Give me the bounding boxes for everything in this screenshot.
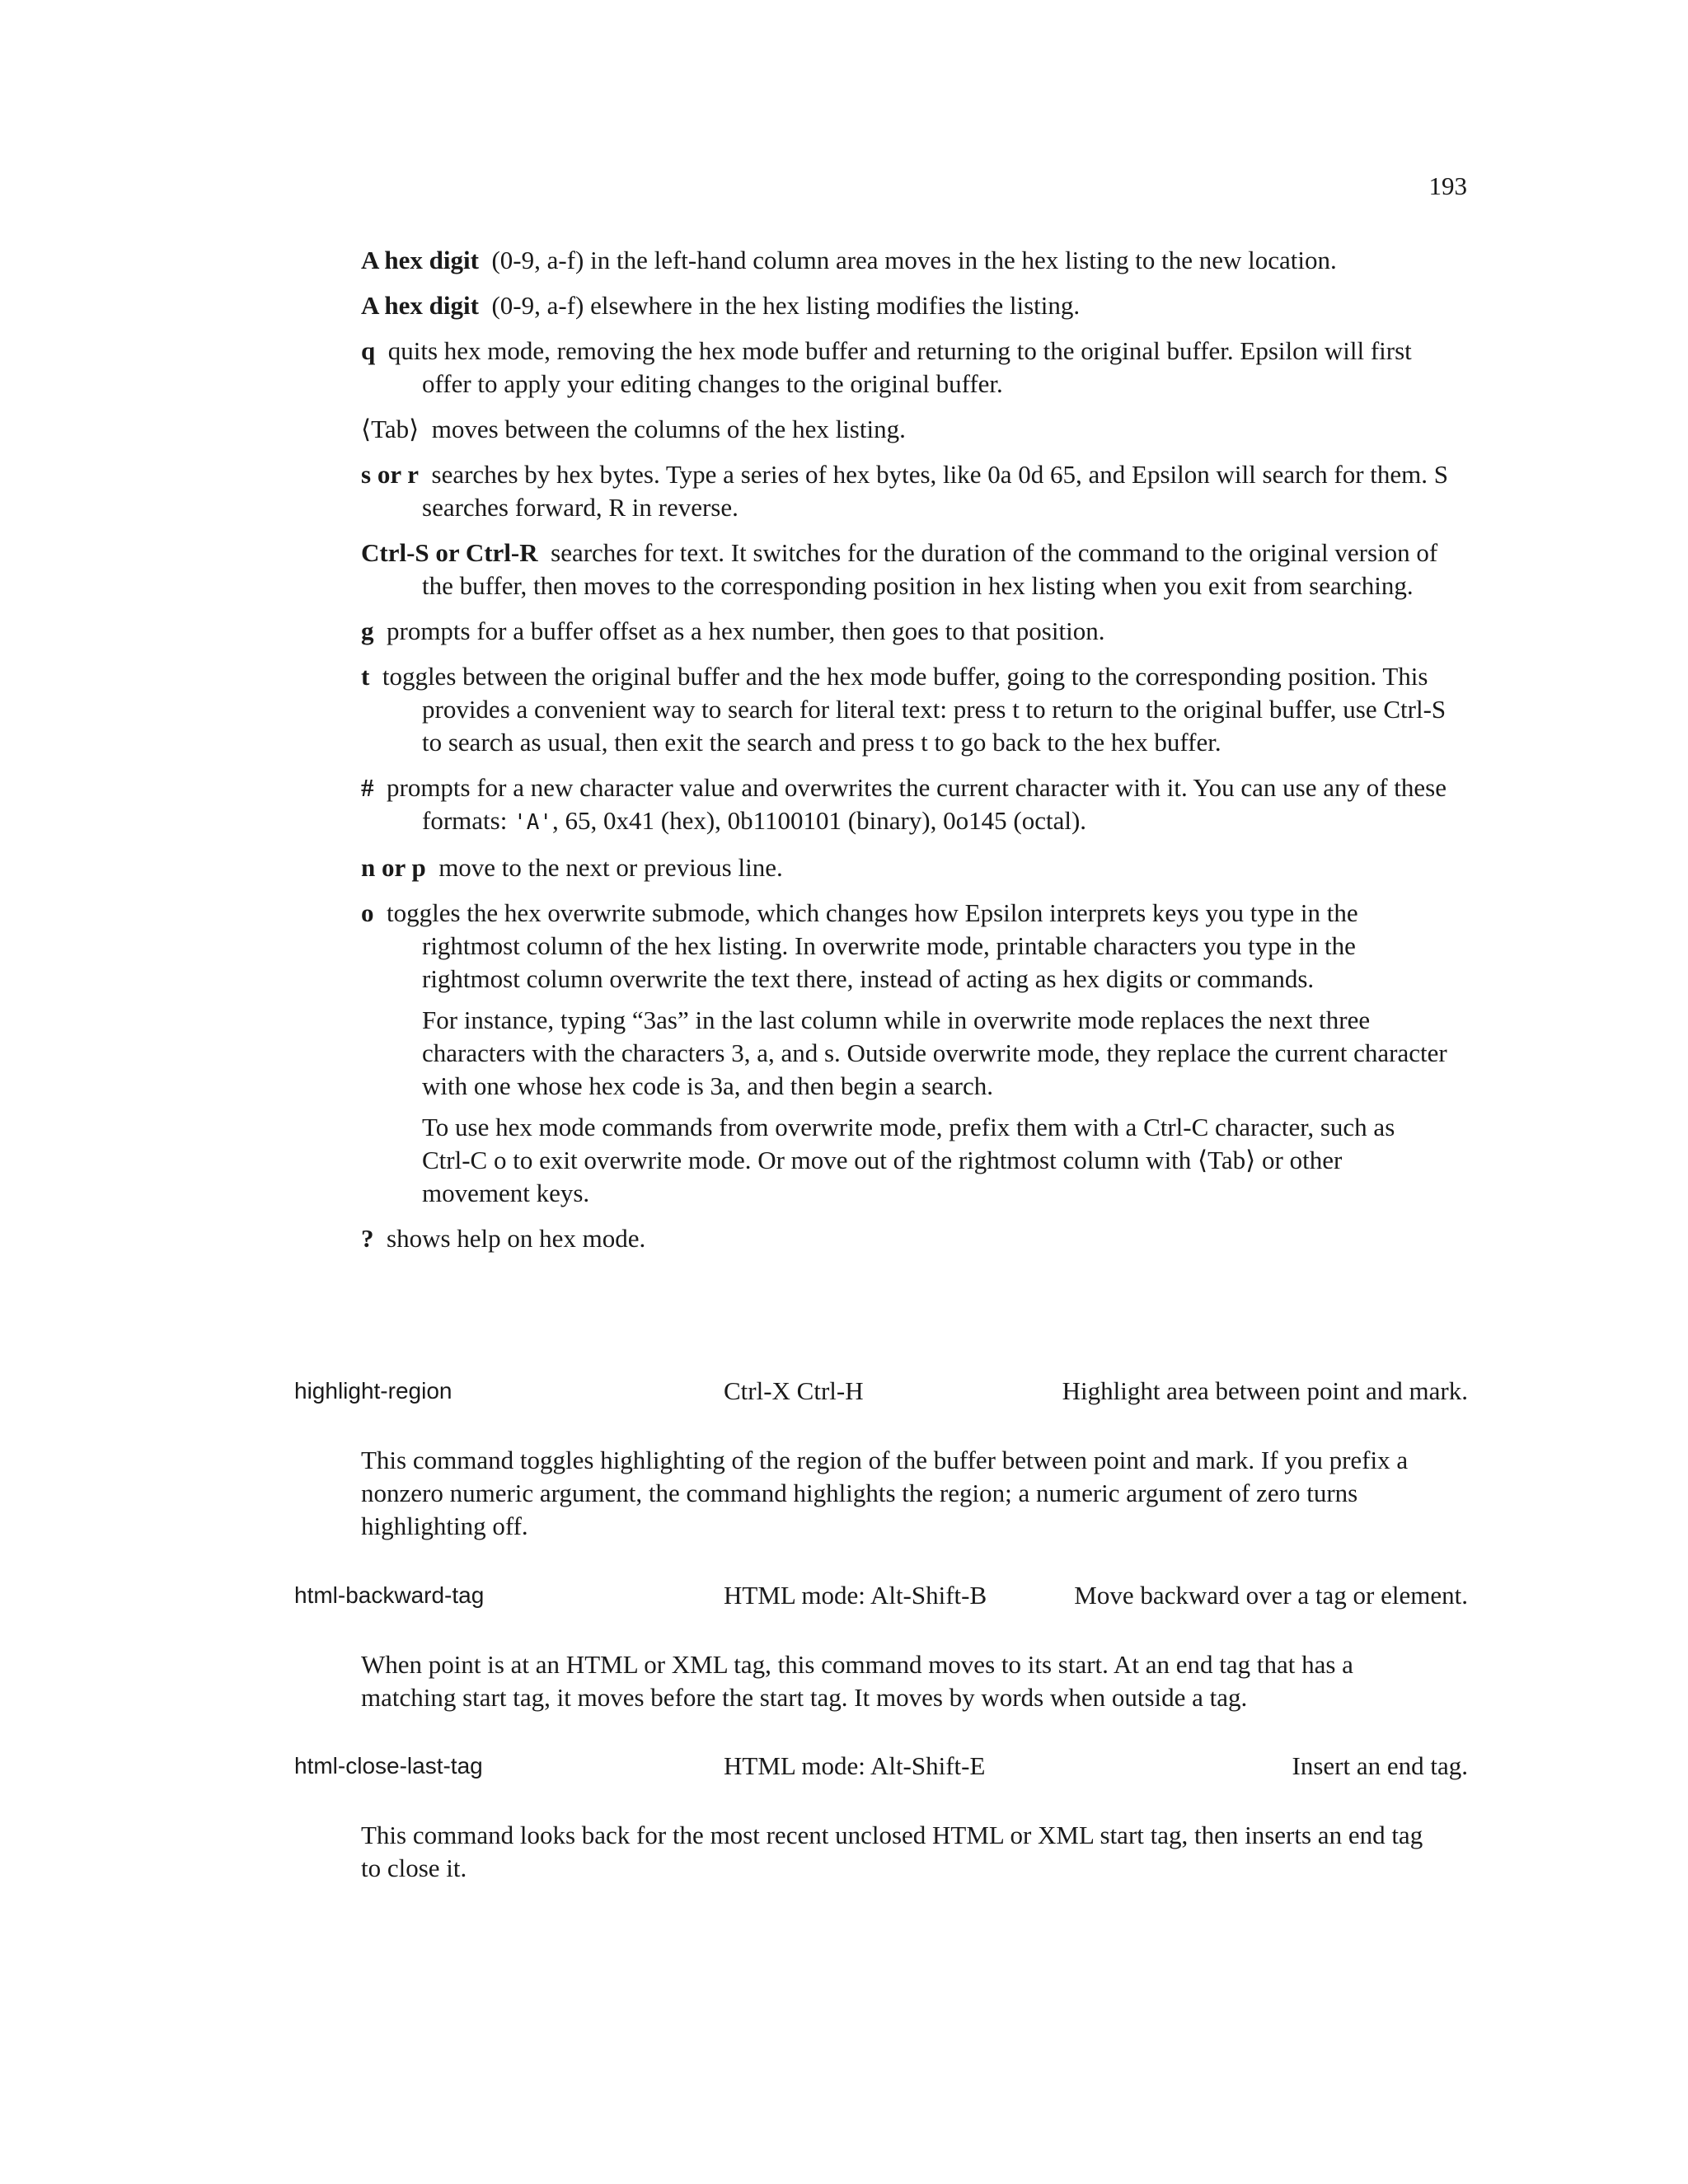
- key-label: s or r: [361, 460, 420, 489]
- key-description: (0-9, a-f) in the left-hand column area moves in the hex listing to the new location.: [491, 246, 1337, 274]
- key-entry-tab: [361, 413, 1449, 446]
- command-name: highlight-region: [294, 1378, 452, 1404]
- key-label: Ctrl-S or Ctrl-R: [361, 538, 538, 567]
- code-literal: 'A': [513, 810, 553, 835]
- key-label: g: [361, 616, 374, 645]
- key-label: ⟨Tab⟩: [361, 415, 420, 443]
- key-description-continued: , 65, 0x41 (hex), 0b1100101 (binary), 0o145 (octal).: [552, 806, 1087, 835]
- key-entry-hex-digit-elsewhere: [361, 289, 1449, 322]
- key-entry-s-or-r: [361, 458, 1449, 524]
- command-summary: Move backward over a tag or element.: [1074, 1581, 1468, 1610]
- key-description: moves between the columns of the hex listing.: [431, 415, 906, 443]
- command-heading-highlight-region: [294, 1375, 1468, 1408]
- key-entry-question-mark: [361, 1222, 1449, 1255]
- key-description: (0-9, a-f) elsewhere in the hex listing modifies the listing.: [491, 291, 1081, 320]
- key-entry-o: [361, 897, 1449, 1210]
- key-label: n or p: [361, 853, 426, 882]
- key-entry-n-or-p: [361, 851, 1449, 884]
- command-summary: Insert an end tag.: [1292, 1751, 1468, 1780]
- command-name: html-backward-tag: [294, 1582, 485, 1608]
- key-description: toggles between the original buffer and the hex mode buffer, going to the corresponding position. This provides a convenient way to search for literal text: press t to return to the original buffer, use Ctrl-S to search as usual, then exit the search and press t to go back to the hex buffer.: [382, 662, 1447, 757]
- command-heading-html-backward-tag: [294, 1579, 1468, 1612]
- key-description-paragraph: To use hex mode commands from overwrite mode, prefix them with a Ctrl-C character, such as Ctrl-C o to exit overwrite mode. Or move out of the rightmost column with ⟨Tab⟩ or other movement keys.: [422, 1113, 1395, 1207]
- command-description: This command looks back for the most recent unclosed HTML or XML start tag, then inserts an end tag to close it.: [361, 1821, 1423, 1882]
- command-summary: Highlight area between point and mark.: [1062, 1376, 1468, 1405]
- key-label: A hex digit: [361, 291, 479, 320]
- command-heading-html-close-last-tag: [294, 1750, 1468, 1783]
- key-description: move to the next or previous line.: [438, 853, 783, 882]
- command-name: html-close-last-tag: [294, 1753, 483, 1779]
- key-description: prompts for a new character value and overwrites the current character with it. You can use any of these formats:: [387, 773, 1447, 835]
- key-description: shows help on hex mode.: [387, 1224, 646, 1253]
- key-entry-g: [361, 615, 1449, 648]
- key-entry-q: [361, 335, 1449, 401]
- key-label: q: [361, 336, 376, 365]
- key-description: searches for text. It switches for the duration of the command to the original version of the buffer, then moves to the corresponding position in hex listing when you exit from searching.: [422, 538, 1438, 600]
- key-entry-t: [361, 660, 1449, 759]
- command-binding: HTML mode: Alt-Shift-B: [724, 1581, 987, 1610]
- key-label: ?: [361, 1224, 374, 1253]
- key-label: t: [361, 662, 370, 691]
- key-description: prompts for a buffer offset as a hex number, then goes to that position.: [387, 616, 1105, 645]
- key-label: o: [361, 898, 374, 927]
- key-label: A hex digit: [361, 246, 479, 274]
- page-number: 193: [1428, 171, 1467, 200]
- command-binding: HTML mode: Alt-Shift-E: [724, 1751, 986, 1780]
- hex-mode-key-list: [361, 244, 1449, 1268]
- key-entry-hash: [361, 771, 1449, 839]
- key-description: searches by hex bytes. Type a series of hex bytes, like 0a 0d 65, and Epsilon will search for them. S searches forward, R in reverse.: [422, 460, 1449, 522]
- command-description: When point is at an HTML or XML tag, this command moves to its start. At an end tag that has a matching start tag, it moves before the start tag. It moves by words when outside a tag.: [361, 1650, 1353, 1712]
- command-description: This command toggles highlighting of the region of the buffer between point and mark. If you prefix a nonzero numeric argument, the command highlights the region; a numeric argument of zero turns highlighting off.: [361, 1446, 1409, 1540]
- key-entry-ctrl-s-or-ctrl-r: [361, 537, 1449, 602]
- key-entry-hex-digit-left-column: [361, 244, 1449, 277]
- key-description: quits hex mode, removing the hex mode buffer and returning to the original buffer. Epsilon will first offer to apply your editing changes to the original buffer.: [387, 336, 1412, 398]
- key-description: toggles the hex overwrite submode, which changes how Epsilon interprets keys you type in the rightmost column of the hex listing. In overwrite mode, printable characters you type in the rightmost column overwrite the text there, instead of acting as hex digits or commands.: [387, 898, 1358, 993]
- key-label: #: [361, 773, 374, 802]
- command-binding: Ctrl-X Ctrl-H: [724, 1376, 864, 1405]
- key-description-paragraph: For instance, typing “3as” in the last column while in overwrite mode replaces the next three characters with the characters 3, a, and s. Outside overwrite mode, they replace the current character with one whose hex code is 3a, and then begin a search.: [422, 1005, 1447, 1100]
